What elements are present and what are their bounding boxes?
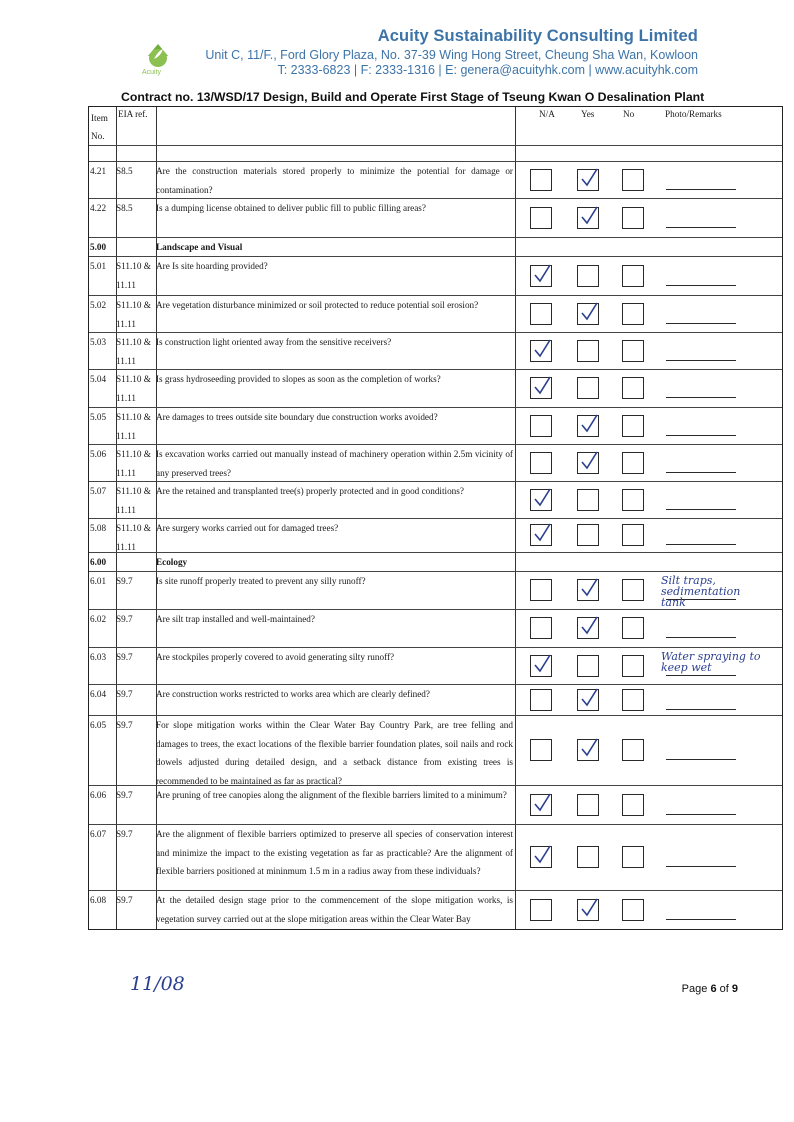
checkbox-no[interactable] (622, 655, 644, 677)
item-number: 6.07 (90, 829, 107, 839)
eia-ref: S9.7 (116, 720, 133, 730)
eia-ref: S11.10 & 11.11 (116, 412, 151, 441)
checkbox-na[interactable] (530, 452, 552, 474)
checkmark-icon (531, 375, 553, 397)
checklist-question: Are construction works restricted to works area which are clearly defined? (156, 689, 430, 699)
company-logo (128, 26, 200, 78)
eia-ref: S9.7 (116, 689, 133, 699)
contract-title: Contract no. 13/WSD/17 Design, Build and Operate First Stage of Tseung Kwan O Desalination Plant (121, 90, 705, 104)
eia-ref: S11.10 & 11.11 (116, 337, 151, 366)
checkmark-icon (578, 737, 600, 759)
checkbox-na[interactable] (530, 899, 552, 921)
checkbox-no[interactable] (622, 579, 644, 601)
item-number: 6.03 (90, 652, 107, 662)
checkmark-icon (531, 844, 553, 866)
remark-line (666, 866, 736, 867)
item-number: 6.02 (90, 614, 107, 624)
checkbox-no[interactable] (622, 846, 644, 868)
checkmark-icon (578, 450, 600, 472)
eia-ref: S9.7 (116, 790, 133, 800)
item-number: 6.08 (90, 895, 107, 905)
checkmark-icon (578, 301, 600, 323)
remark-line (666, 919, 736, 920)
item-number: 6.00 (90, 557, 107, 567)
header-na: N/A (539, 109, 555, 119)
checkbox-no[interactable] (622, 794, 644, 816)
eia-ref: S11.10 & 11.11 (116, 300, 151, 329)
checkmark-icon (578, 413, 600, 435)
checklist-question: Are surgery works carried out for damaged trees? (156, 523, 339, 533)
remark-line (666, 637, 736, 638)
checklist-question: Are the construction materials stored properly to minimize the potential for damage or contamination? (156, 166, 513, 195)
checkbox-no[interactable] (622, 617, 644, 639)
company-name: Acuity Sustainability Consulting Limited (377, 27, 698, 45)
checkbox-yes[interactable] (577, 524, 599, 546)
checklist-question: Are the retained and transplanted tree(s) properly protected and in good conditions? (156, 486, 464, 496)
checkmark-icon (531, 338, 553, 360)
remark-line (666, 323, 736, 324)
header-no: No (623, 109, 635, 119)
checkbox-yes[interactable] (577, 794, 599, 816)
eia-ref: S8.5 (116, 203, 133, 213)
checklist-question: Are silt trap installed and well-maintained? (156, 614, 315, 624)
remark-line (666, 472, 736, 473)
checkmark-icon (578, 205, 600, 227)
checklist-question: At the detailed design stage prior to the commencement of the slope mitigation works, is vegetation survey carried out at the slope mitigation areas within the Clear Water Bay (156, 895, 513, 924)
company-contact: T: 2333-6823 | F: 2333-1316 | E: genera@acuityhk.com | www.acuityhk.com (277, 63, 698, 77)
checklist-question: Are stockpiles properly covered to avoid generating silty runoff? (156, 652, 395, 662)
remark-line (666, 285, 736, 286)
handwritten-date: 11/08 (130, 973, 185, 995)
checkbox-yes[interactable] (577, 377, 599, 399)
checklist-table (88, 106, 783, 930)
remark-line (666, 227, 736, 228)
remark-line (666, 675, 736, 676)
checkbox-yes[interactable] (577, 265, 599, 287)
eia-ref: S11.10 & 11.11 (116, 374, 151, 403)
eia-ref: S11.10 & 11.11 (116, 523, 151, 552)
remark-line (666, 759, 736, 760)
item-number: 5.04 (90, 374, 107, 384)
eia-ref: S11.10 & 11.11 (116, 486, 151, 515)
checkbox-na[interactable] (530, 207, 552, 229)
item-number: 6.04 (90, 689, 107, 699)
eia-ref: S8.5 (116, 166, 133, 176)
eia-ref: S9.7 (116, 829, 133, 839)
remark-line (666, 397, 736, 398)
item-number: 5.00 (90, 242, 107, 252)
checklist-question: Are the alignment of flexible barriers optimized to preserve all species of conservation interest and minimize the impact to the existing vegetation as far as practicable? Are the alignment of flexible barriers positioned at mininmum 1.5 m in a radius away from these individuals? (156, 829, 513, 876)
checkmark-icon (531, 487, 553, 509)
item-number: 4.21 (90, 166, 107, 176)
checkbox-na[interactable] (530, 415, 552, 437)
checkbox-no[interactable] (622, 899, 644, 921)
checkbox-na[interactable] (530, 169, 552, 191)
checkmark-icon (531, 522, 553, 544)
checkbox-yes[interactable] (577, 489, 599, 511)
remark-line (666, 709, 736, 710)
checkbox-no[interactable] (622, 415, 644, 437)
checkbox-no[interactable] (622, 739, 644, 761)
item-number: 5.06 (90, 449, 107, 459)
checkbox-yes[interactable] (577, 846, 599, 868)
checkbox-yes[interactable] (577, 655, 599, 677)
item-number: 6.06 (90, 790, 107, 800)
checklist-question: Is construction light oriented away from the sensitive receivers? (156, 337, 392, 347)
checklist-question: Is site runoff properly treated to prevent any silly runoff? (156, 576, 366, 586)
checkmark-icon (531, 263, 553, 285)
item-number: 5.07 (90, 486, 107, 496)
remark-line (666, 189, 736, 190)
checkmark-icon (531, 792, 553, 814)
checklist-question: For slope mitigation works within the Clear Water Bay Country Park, are tree felling and damages to trees, the exact locations of the flexible barrier foundation plates, soil nails and rock dowels adjusted during detailed design, and a setback distance from existing trees is recommended to be maintained as far as practical? (156, 720, 513, 786)
company-header (205, 27, 698, 77)
eia-ref: S9.7 (116, 614, 133, 624)
logo-text: Acuity (142, 69, 162, 76)
handwritten-remark: Silt traps, sedimentation tank (661, 574, 741, 609)
section-heading: Ecology (156, 557, 188, 567)
checkbox-na[interactable] (530, 303, 552, 325)
item-number: 6.05 (90, 720, 107, 730)
checkbox-no[interactable] (622, 169, 644, 191)
eia-ref: S9.7 (116, 576, 133, 586)
checkbox-na[interactable] (530, 617, 552, 639)
item-number: 6.01 (90, 576, 107, 586)
checklist-question: Is excavation works carried out manually instead of machinery operation within 2.5m vicinity of any preserved trees? (156, 449, 513, 478)
checklist-question: Are vegetation disturbance minimized or soil protected to reduce potential soil erosion? (156, 300, 479, 310)
checkbox-no[interactable] (622, 689, 644, 711)
item-number: 4.22 (90, 203, 107, 213)
checklist-question: Are pruning of tree canopies along the alignment of the flexible barriers limited to a minimum? (156, 790, 507, 800)
checkmark-icon (578, 687, 600, 709)
checkbox-na[interactable] (530, 579, 552, 601)
remark-line (666, 509, 736, 510)
checkbox-na[interactable] (530, 689, 552, 711)
checkbox-no[interactable] (622, 303, 644, 325)
checkbox-yes[interactable] (577, 340, 599, 362)
item-number: 5.08 (90, 523, 107, 533)
checkmark-icon (578, 897, 600, 919)
checkbox-no[interactable] (622, 377, 644, 399)
item-number: 5.03 (90, 337, 107, 347)
checkbox-no[interactable] (622, 207, 644, 229)
item-number: 5.05 (90, 412, 107, 422)
checklist-question: Are damages to trees outside site boundary due construction works avoided? (156, 412, 438, 422)
checkbox-no[interactable] (622, 340, 644, 362)
checkbox-na[interactable] (530, 739, 552, 761)
checkbox-no[interactable] (622, 265, 644, 287)
eia-ref: S11.10 & 11.11 (116, 449, 151, 478)
checkmark-icon (578, 577, 600, 599)
checkbox-no[interactable] (622, 524, 644, 546)
eia-ref: S9.7 (116, 895, 133, 905)
checklist-question: Are Is site hoarding provided? (156, 261, 268, 271)
section-heading: Landscape and Visual (156, 242, 243, 252)
checkmark-icon (531, 653, 553, 675)
remark-line (666, 360, 736, 361)
page-number: Page 6 of 9 (681, 983, 738, 995)
handwritten-remark: Water spraying to keep wet (661, 650, 761, 674)
header-eia: EIA ref. (118, 109, 148, 119)
checkmark-icon (578, 167, 600, 189)
item-number: 5.02 (90, 300, 107, 310)
eia-ref: S11.10 & 11.11 (116, 261, 151, 290)
item-number: 5.01 (90, 261, 107, 271)
remark-line (666, 814, 736, 815)
remark-line (666, 544, 736, 545)
eia-ref: S9.7 (116, 652, 133, 662)
checkbox-no[interactable] (622, 452, 644, 474)
header-yes: Yes (581, 109, 595, 119)
company-address: Unit C, 11/F., Ford Glory Plaza, No. 37-39 Wing Hong Street, Cheung Sha Wan, Kowloon (205, 48, 698, 62)
checklist-question: Is grass hydroseeding provided to slopes as soon as the completion of works? (156, 374, 441, 384)
checkmark-icon (578, 615, 600, 637)
checklist-question: Is a dumping license obtained to deliver public fill to public filling areas? (156, 203, 426, 213)
remark-line (666, 435, 736, 436)
checkbox-no[interactable] (622, 489, 644, 511)
header-item: Item No. (91, 113, 108, 141)
header-remarks: Photo/Remarks (665, 109, 722, 119)
